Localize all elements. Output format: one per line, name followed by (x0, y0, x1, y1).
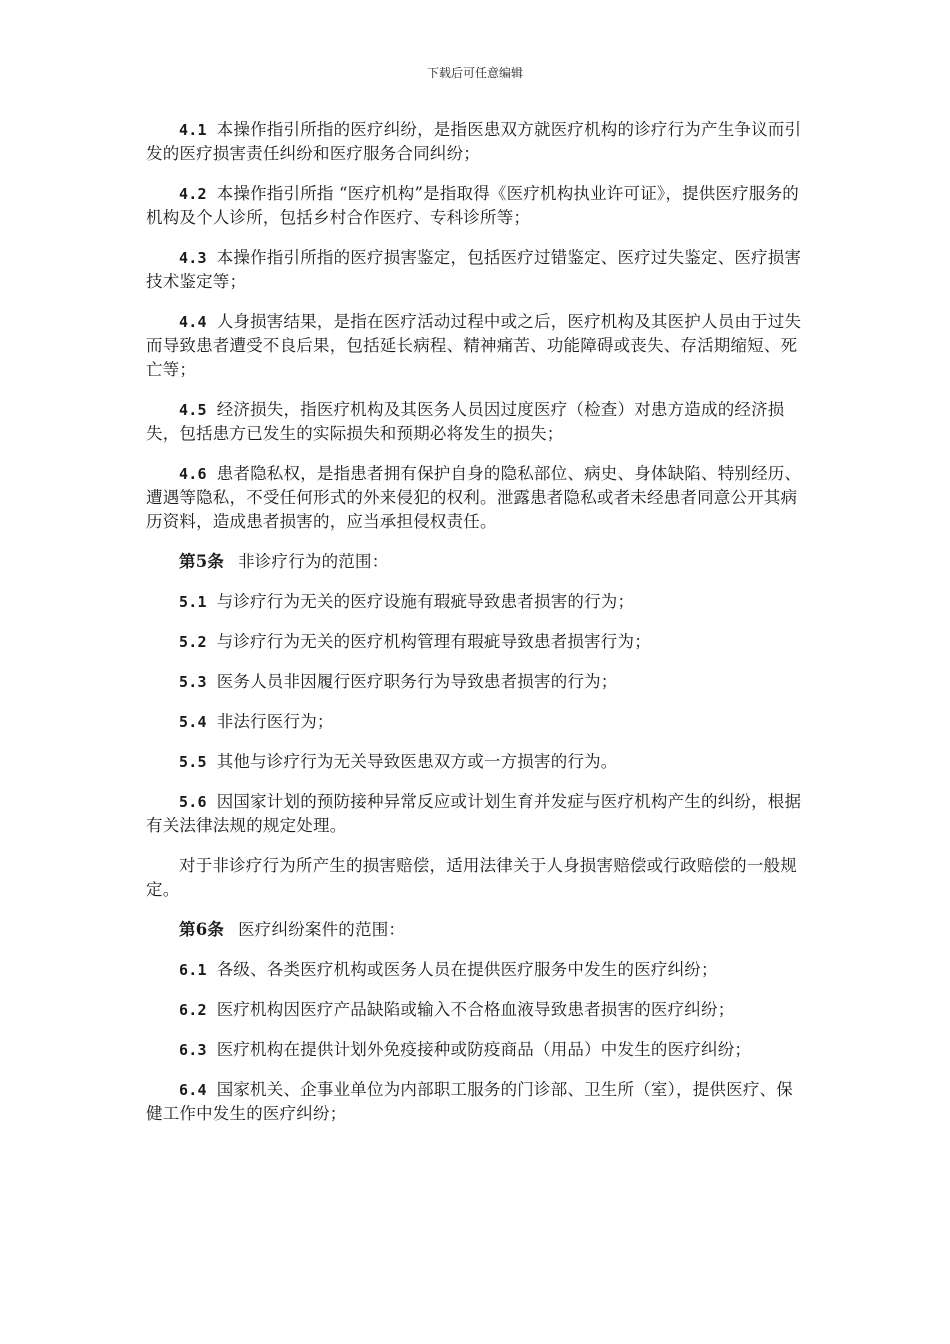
clause-paragraph (146, 590, 808, 614)
paragraph-text: 人身损害结果，是指在医疗活动过程中或之后，医疗机构及其医护人员由于过失而导致患者遭受不良后果，包括延长病程、精神痛苦、功能障碍或丧失、存活期缩短、死亡等； (146, 312, 802, 379)
body-paragraph (146, 854, 808, 902)
paragraph-text: 非诊疗行为的范围： (238, 552, 389, 571)
paragraph-text: 患者隐私权，是指患者拥有保护自身的隐私部位、病史、身体缺陷、特别经历、遭遇等隐私，不受任何形式的外来侵犯的权利。泄露患者隐私或者未经患者同意公开其病历资料，造成患者损害的，应当承担侵权责任。 (146, 464, 802, 531)
clause-paragraph (146, 670, 808, 694)
clause-paragraph (146, 790, 808, 838)
article-number: 第5条 (179, 552, 225, 571)
clause-paragraph (146, 398, 808, 446)
clause-number: 5.4 (179, 713, 207, 731)
clause-number: 4.5 (179, 401, 207, 419)
clause-paragraph (146, 1038, 808, 1062)
paragraph-text: 与诊疗行为无关的医疗设施有瑕疵导致患者损害的行为； (216, 592, 635, 611)
article-heading (146, 918, 808, 942)
paragraph-text: 医疗机构因医疗产品缺陷或输入不合格血液导致患者损害的医疗纠纷； (216, 1000, 735, 1019)
clause-paragraph (146, 310, 808, 382)
clause-number: 6.4 (179, 1081, 207, 1099)
paragraph-text: 与诊疗行为无关的医疗机构管理有瑕疵导致患者损害行为； (216, 632, 651, 651)
clause-number: 5.3 (179, 673, 207, 691)
clause-paragraph (146, 630, 808, 654)
clause-number: 5.5 (179, 753, 207, 771)
clause-paragraph (146, 958, 808, 982)
article-number: 第6条 (179, 920, 225, 939)
paragraph-text: 本操作指引所指 “医疗机构”是指取得《医疗机构执业许可证》，提供医疗服务的机构及个人诊所，包括乡村合作医疗、专科诊所等； (146, 184, 799, 227)
clause-number: 5.6 (179, 793, 207, 811)
paragraph-text: 医疗机构在提供计划外免疫接种或防疫商品（用品）中发生的医疗纠纷； (216, 1040, 752, 1059)
clause-paragraph (146, 1078, 808, 1126)
paragraph-text: 各级、各类医疗机构或医务人员在提供医疗服务中发生的医疗纠纷； (216, 960, 718, 979)
clause-number: 6.3 (179, 1041, 207, 1059)
clause-number: 4.1 (179, 121, 207, 139)
page-header: 下载后可任意编辑 (426, 66, 523, 80)
clause-number: 6.2 (179, 1001, 207, 1019)
clause-number: 4.2 (179, 185, 207, 203)
clause-number: 6.1 (179, 961, 207, 979)
clause-number: 5.2 (179, 633, 207, 651)
paragraph-text: 因国家计划的预防接种异常反应或计划生育并发症与医疗机构产生的纠纷，根据有关法律法规的规定处理。 (146, 792, 802, 835)
paragraph-text: 医疗纠纷案件的范围： (238, 920, 406, 939)
document-body (146, 118, 808, 1142)
paragraph-text: 其他与诊疗行为无关导致医患双方或一方损害的行为。 (216, 752, 618, 771)
clause-paragraph (146, 118, 808, 166)
article-heading (146, 550, 808, 574)
paragraph-text: 本操作指引所指的医疗纠纷，是指医患双方就医疗机构的诊疗行为产生争议而引发的医疗损害责任纠纷和医疗服务合同纠纷； (146, 120, 802, 163)
clause-number: 4.3 (179, 249, 207, 267)
clause-paragraph (146, 462, 808, 534)
paragraph-text: 国家机关、企事业单位为内部职工服务的门诊部、卫生所（室），提供医疗、保健工作中发生的医疗纠纷； (146, 1080, 793, 1123)
clause-paragraph (146, 750, 808, 774)
clause-paragraph (146, 246, 808, 294)
clause-paragraph (146, 998, 808, 1022)
clause-paragraph (146, 710, 808, 734)
clause-number: 5.1 (179, 593, 207, 611)
paragraph-text: 非法行医行为； (216, 712, 334, 731)
clause-number: 4.6 (179, 465, 207, 483)
clause-number: 4.4 (179, 313, 207, 331)
paragraph-text: 经济损失，指医疗机构及其医务人员因过度医疗（检查）对患方造成的经济损失，包括患方已发生的实际损失和预期必将发生的损失； (146, 400, 785, 443)
clause-paragraph (146, 182, 808, 230)
paragraph-text: 对于非诊疗行为所产生的损害赔偿，适用法律关于人身损害赔偿或行政赔偿的一般规定。 (146, 856, 797, 899)
paragraph-text: 医务人员非因履行医疗职务行为导致患者损害的行为； (216, 672, 618, 691)
paragraph-text: 本操作指引所指的医疗损害鉴定，包括医疗过错鉴定、医疗过失鉴定、医疗损害技术鉴定等； (146, 248, 802, 291)
